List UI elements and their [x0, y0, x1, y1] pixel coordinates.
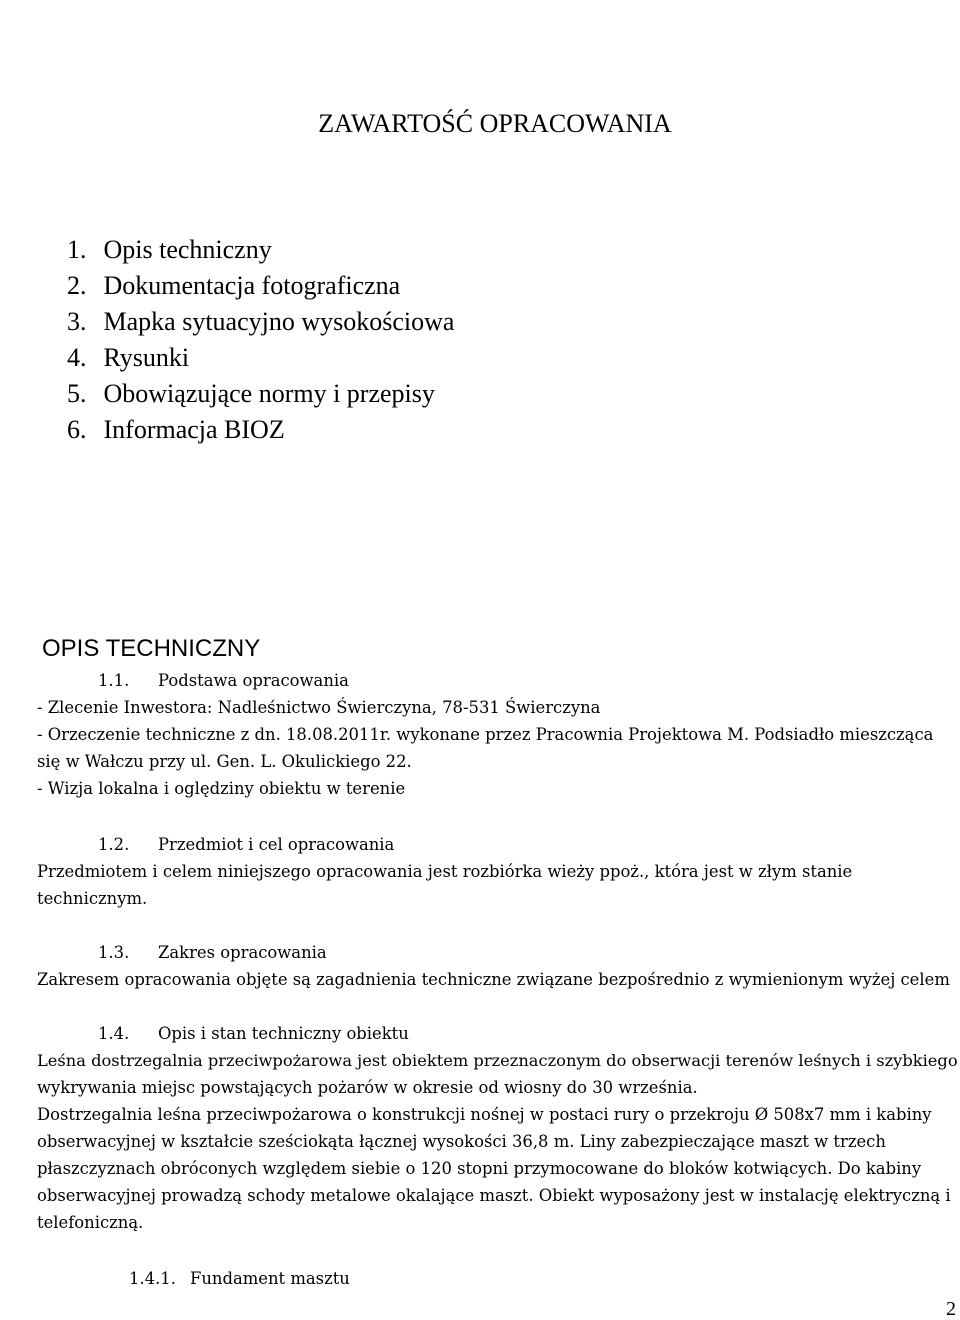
- subsection-heading-1-4-1: [129, 1268, 350, 1290]
- table-of-contents: [67, 234, 454, 450]
- subsection-number: 1.2.: [98, 835, 130, 854]
- toc-item-label: Mapka sytuacyjno wysokościowa: [103, 307, 455, 336]
- paragraph-line: Leśna dostrzegalnia przeciwpożarowa jest obiektem przeznaczonym do obserwacji terenów leśnych i szybkiego: [37, 1051, 958, 1070]
- section-heading: OPIS TECHNICZNY: [42, 635, 261, 662]
- toc-item-label: Obowiązujące normy i przepisy: [103, 379, 435, 408]
- subsection-heading-1-3: [98, 942, 327, 964]
- subsection-title: Podstawa opracowania: [158, 671, 349, 690]
- paragraph-line: Dostrzegalnia leśna przeciwpożarowa o konstrukcji nośnej w postaci rury o przekroju Ø 508x7 mm i kabiny: [37, 1105, 932, 1124]
- toc-item: [67, 414, 454, 450]
- page-title: ZAWARTOŚĆ OPRACOWANIA: [318, 109, 672, 138]
- list-item-continuation: się w Wałczu przy ul. Gen. L. Okulickiego 22.: [37, 752, 412, 771]
- paragraph-line: Przedmiotem i celem niniejszego opracowania jest rozbiórka wieży ppoż., która jest w złym stanie: [37, 862, 853, 881]
- paragraph-line: technicznym.: [37, 889, 148, 908]
- list-item: - Wizja lokalna i oględziny obiektu w terenie: [37, 779, 406, 798]
- subsection-number: 1.1.: [98, 671, 130, 690]
- page-number: 2: [946, 1298, 956, 1320]
- toc-item-label: Opis techniczny: [103, 235, 272, 264]
- subsection-title: Przedmiot i cel opracowania: [158, 835, 395, 854]
- toc-item-number: 1.: [67, 235, 87, 264]
- list-item: - Zlecenie Inwestora: Nadleśnictwo Świerczyna, 78-531 Świerczyna: [37, 698, 601, 717]
- toc-item: [67, 342, 454, 378]
- subsection-title: Opis i stan techniczny obiektu: [158, 1024, 409, 1043]
- subsection-number: 1.4.1.: [129, 1269, 176, 1288]
- toc-item: [67, 270, 454, 306]
- toc-item-label: Rysunki: [103, 343, 190, 372]
- toc-item-label: Dokumentacja fotograficzna: [103, 271, 401, 300]
- paragraph-line: wykrywania miejsc powstających pożarów w okresie od wiosny do 30 września.: [37, 1078, 698, 1097]
- paragraph-line: Zakresem opracowania objęte są zagadnienia techniczne związane bezpośrednio z wymienionym wyżej celem: [37, 970, 950, 989]
- toc-item-number: 4.: [67, 343, 87, 372]
- subsection-heading-1-2: [98, 834, 394, 856]
- list-item: - Orzeczenie techniczne z dn. 18.08.2011r. wykonane przez Pracownia Projektowa M. Podsiadło mieszcząca: [37, 725, 934, 744]
- paragraph-line: obserwacyjnej w kształcie sześciokąta łącznej wysokości 36,8 m. Liny zabezpieczające maszt w trzech: [37, 1132, 886, 1151]
- subsection-heading-1-1: [98, 670, 349, 692]
- toc-item: [67, 234, 454, 270]
- toc-item-number: 2.: [67, 271, 87, 300]
- toc-item-number: 5.: [67, 379, 87, 408]
- paragraph-line: obserwacyjnej prowadzą schody metalowe okalające maszt. Obiekt wyposażony jest w instalację elektryczną i: [37, 1186, 951, 1205]
- subsection-number: 1.4.: [98, 1024, 130, 1043]
- toc-item: [67, 378, 454, 414]
- subsection-title: Fundament masztu: [190, 1269, 350, 1288]
- paragraph-line: telefoniczną.: [37, 1213, 144, 1232]
- subsection-number: 1.3.: [98, 943, 130, 962]
- toc-item-label: Informacja BIOZ: [103, 415, 285, 444]
- toc-item: [67, 306, 454, 342]
- toc-item-number: 6.: [67, 415, 87, 444]
- paragraph-line: płaszczyznach obróconych względem siebie o 120 stopni przymocowane do bloków kotwiących. Do kabiny: [37, 1159, 922, 1178]
- toc-item-number: 3.: [67, 307, 87, 336]
- subsection-title: Zakres opracowania: [158, 943, 327, 962]
- subsection-heading-1-4: [98, 1023, 409, 1045]
